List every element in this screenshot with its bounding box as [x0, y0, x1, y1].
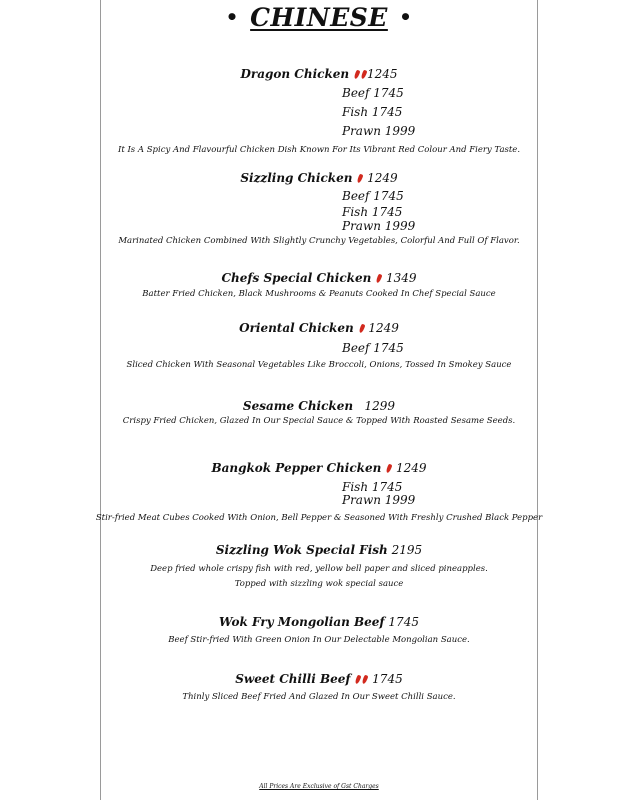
item-variant: Fish 1745 [342, 480, 403, 494]
item-description: Crispy Fried Chicken, Glazed In Our Special Sauce & Topped With Roasted Sesame Seeds. [122, 416, 516, 426]
item-name-line [0, 170, 638, 186]
item-variant: Prawn 1999 [342, 493, 416, 507]
item-name-line [0, 270, 638, 286]
chili-icon [354, 672, 368, 686]
item-price: 1745 [388, 615, 419, 629]
item-name-line [0, 614, 638, 630]
section-title: CHINESE [250, 3, 388, 32]
item-name: Sesame Chicken [242, 399, 354, 413]
chili-icon [358, 321, 365, 335]
item-variant: Beef 1745 [342, 189, 404, 203]
item-description-line-2: Topped with sizzling wok special sauce [234, 579, 404, 589]
item-name-line [0, 671, 638, 687]
item-description: It Is A Spicy And Flavourful Chicken Dish Known For Its Vibrant Red Colour And Fiery Taste. [117, 145, 521, 155]
item-price: 1299 [364, 399, 396, 413]
item-price: 1249 [396, 461, 427, 475]
item-price: 1245 [366, 67, 398, 81]
item-description: Marinated Chicken Combined With Slightly Crunchy Vegetables, Colorful And Full Of Flavor. [118, 236, 520, 246]
item-variant: Beef 1745 [342, 341, 404, 355]
chili-icon [353, 67, 367, 81]
item-name-line [0, 398, 638, 414]
price-disclaimer: All Prices Are Exclusive of Gst Charges [259, 783, 379, 790]
item-name: Sizzling Chicken [240, 171, 353, 185]
item-name-line [0, 320, 638, 336]
item-name: Wok Fry Mongolian Beef [219, 615, 385, 629]
item-name-line [0, 66, 638, 82]
item-variant: Prawn 1999 [342, 219, 416, 233]
item-description: Stir-fried Meat Cubes Cooked With Onion, Bell Pepper & Seasoned With Freshly Crushed Black Pepper [95, 513, 543, 523]
chili-icon [375, 271, 382, 285]
header-bullet-right: • [399, 5, 413, 29]
section-header [0, 0, 638, 35]
item-name: Sweet Chilli Beef [235, 672, 351, 686]
item-description: Thinly Sliced Beef Fried And Glazed In Our Sweet Chilli Sauce. [182, 692, 456, 702]
item-name-line [0, 542, 638, 558]
item-name: Bangkok Pepper Chicken [211, 461, 382, 475]
item-description: Batter Fried Chicken, Black Mushrooms & Peanuts Cooked In Chef Special Sauce [142, 289, 496, 299]
item-name: Sizzling Wok Special Fish [215, 543, 388, 557]
item-description: Sliced Chicken With Seasonal Vegetables Like Broccoli, Onions, Tossed In Smokey Sauce [126, 360, 512, 370]
item-name: Chefs Special Chicken [221, 271, 372, 285]
item-name-line [0, 460, 638, 476]
item-description: Deep fried whole crispy fish with red, yellow bell paper and sliced pineapples. [150, 564, 488, 574]
item-name: Dragon Chicken [240, 67, 350, 81]
item-price: 1249 [368, 321, 399, 335]
item-price: 1249 [367, 171, 398, 185]
item-name: Oriental Chicken [239, 321, 354, 335]
chili-icon [385, 461, 392, 475]
item-variant: Fish 1745 [342, 205, 403, 219]
item-variant: Fish 1745 [342, 105, 403, 119]
header-bullet-left: • [225, 5, 239, 29]
item-price: 2195 [391, 543, 423, 557]
item-variant: Beef 1745 [342, 86, 404, 100]
item-description: Beef Stir-fried With Green Onion In Our Delectable Mongolian Sauce. [168, 635, 470, 645]
chili-icon [356, 171, 363, 185]
item-price: 1745 [372, 672, 403, 686]
item-variant: Prawn 1999 [342, 124, 416, 138]
item-price: 1349 [386, 271, 417, 285]
